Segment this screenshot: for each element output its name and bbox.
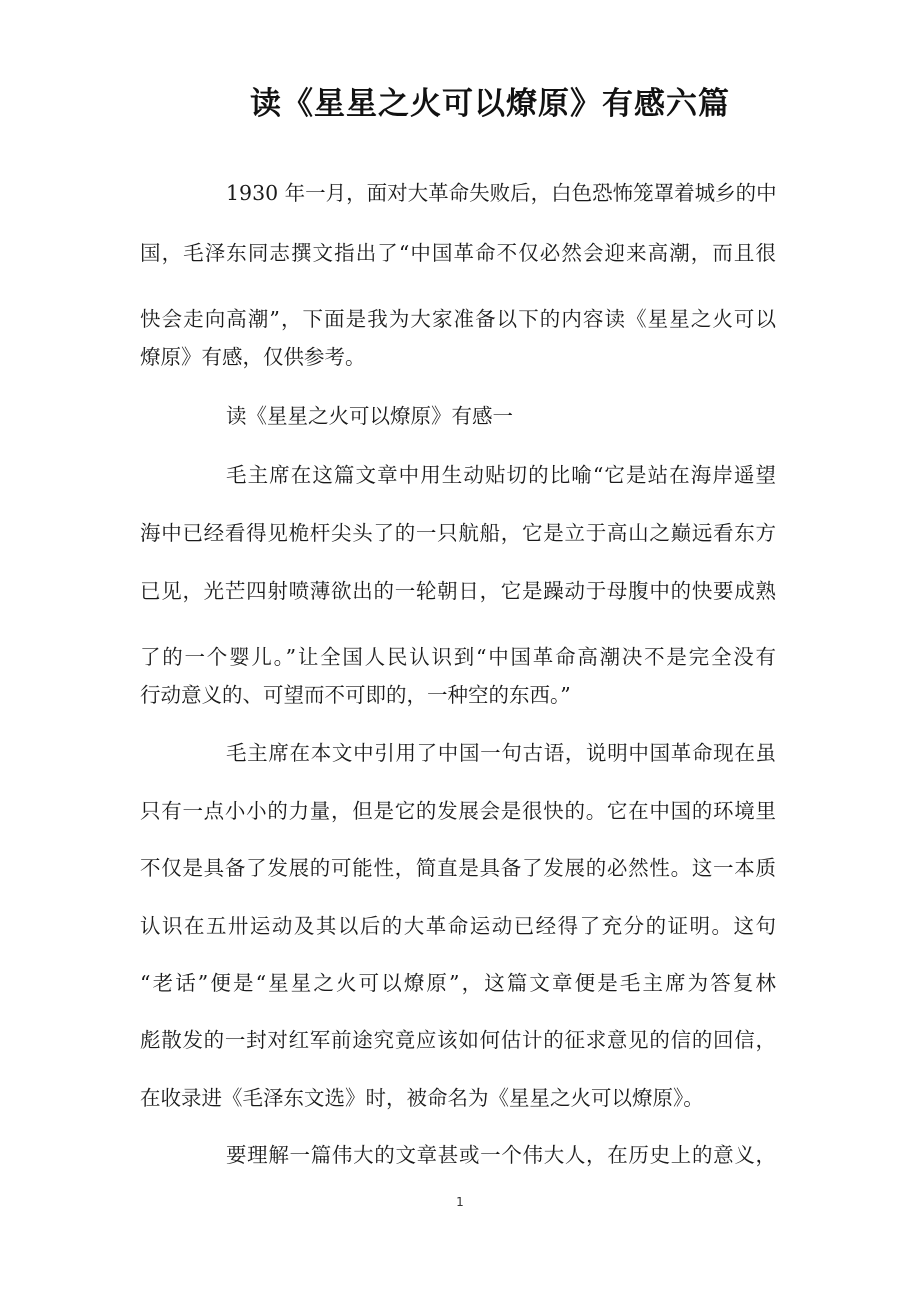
paragraph-3-line-4: 认识在五卅运动及其以后的大革命运动已经得了充分的证明。这句 [140,914,776,938]
paragraph-3-line-6: 彪散发的一封对红军前途究竟应该如何估计的征求意见的信的回信， [140,1028,776,1052]
paragraph-2-line-4: 了的一个婴儿。”让全国人民认识到“中国革命高潮决不是完全没有 [140,645,776,669]
paragraph-1-line-3: 快会走向高潮”，下面是我为大家准备以下的内容读《星星之火可以 [140,307,776,331]
paragraph-4-line-1: 要理解一篇伟大的文章甚或一个伟大人，在历史上的意义， [226,1143,776,1167]
paragraph-3-line-2: 只有一点小小的力量，但是它的发展会是很快的。它在中国的环境里 [140,799,776,823]
document-title: 读《星星之火可以燎原》有感六篇 [250,86,730,122]
paragraph-2-line-2: 海中已经看得见桅杆尖头了的一只航船，它是立于高山之巅远看东方 [140,521,776,545]
paragraph-1-line-2: 国，毛泽东同志撰文指出了“中国革命不仅必然会迎来高潮，而且很 [140,241,776,265]
page-number: 1 [456,1195,464,1209]
paragraph-3-line-7: 在收录进《毛泽东文选》时，被命名为《星星之火可以燎原》。 [140,1086,704,1110]
paragraph-3-line-3: 不仅是具备了发展的可能性，简直是具备了发展的必然性。这一本质 [140,856,776,880]
paragraph-3-line-1: 毛主席在本文中引用了中国一句古语，说明中国革命现在虽 [226,741,776,765]
paragraph-2-line-5: 行动意义的、可望而不可即的，一种空的东西。” [140,683,571,707]
paragraph-2-line-3: 已见，光芒四射喷薄欲出的一轮朝日，它是躁动于母腹中的快要成熟 [140,579,776,603]
paragraph-1-line-1: 1930 年一月，面对大革命失败后，白色恐怖笼罩着城乡的中 [226,181,777,205]
paragraph-1-line-4: 燎原》有感，仅供参考。 [140,345,366,369]
section-heading-1: 读《星星之火可以燎原》有感一 [226,404,513,428]
paragraph-2-line-1: 毛主席在这篇文章中用生动贴切的比喻“它是站在海岸遥望 [226,463,776,487]
paragraph-3-line-5: “老话”便是“星星之火可以燎原”，这篇文章便是毛主席为答复林 [140,971,776,995]
